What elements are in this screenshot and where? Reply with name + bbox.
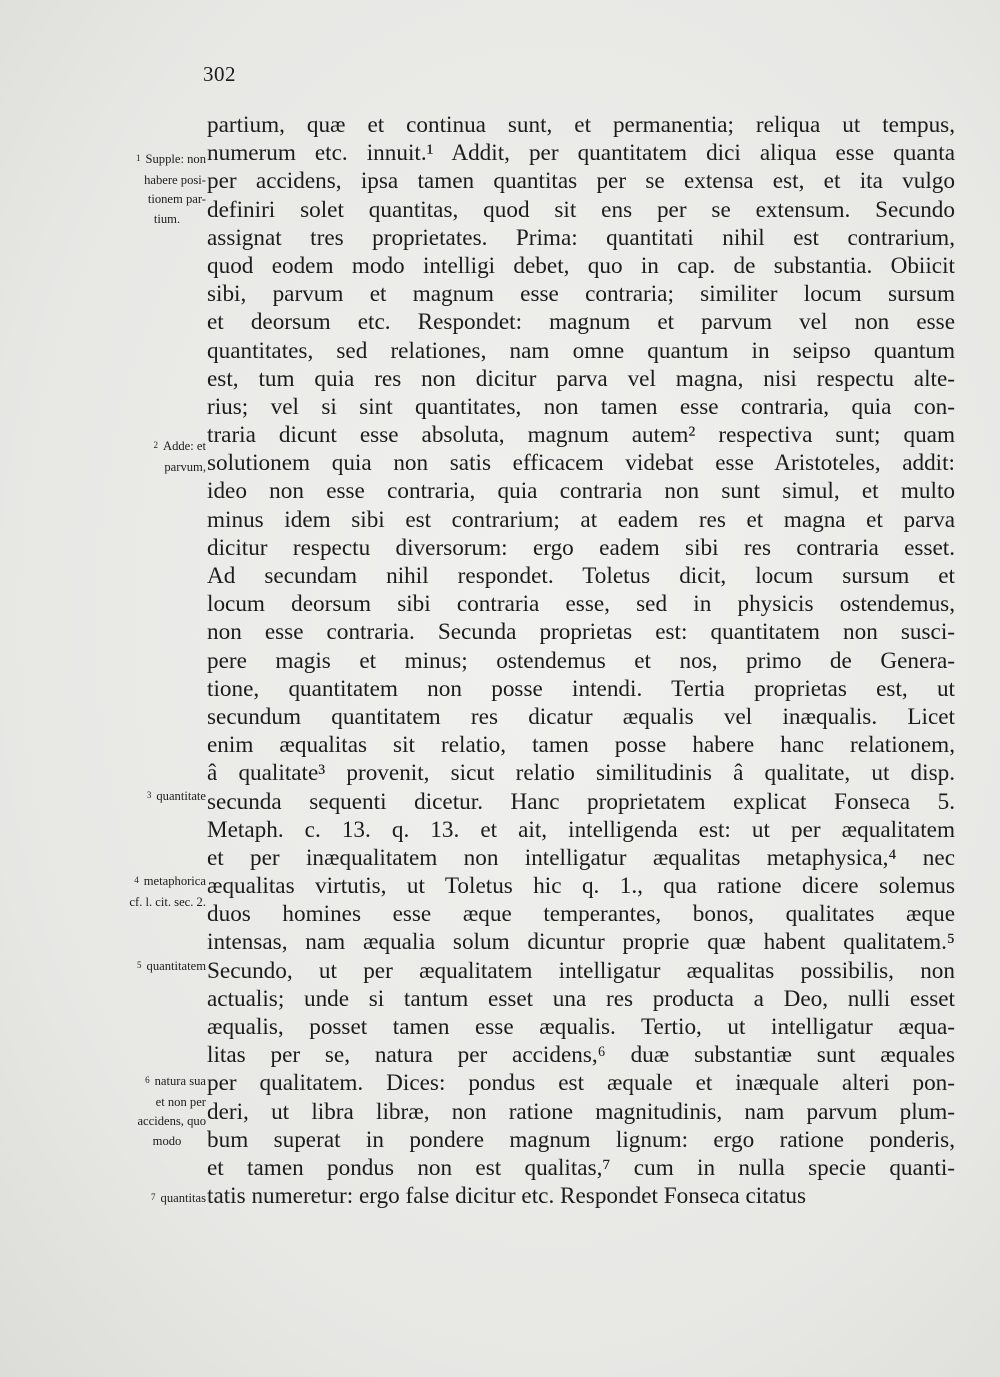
- margin-note-2: [88, 437, 206, 477]
- margin-note-line: et non per: [155, 1094, 206, 1109]
- text-line: æqualitas virtutis, ut Toletus hic q. 1., qua ratione dicere solemus: [207, 873, 955, 900]
- text-line: numerum etc. innuit.¹ Addit, per quantitatem dici aliqua esse quanta: [207, 140, 955, 167]
- note-number: 7: [151, 1192, 156, 1202]
- text-line: et deorsum etc. Respondet: magnum et parvum vel non esse: [207, 309, 955, 336]
- text-line: â qualitate³ provenit, sicut relatio similitudinis â qualitate, ut disp.: [207, 760, 955, 787]
- text-line: tatis numeretur: ergo false dicitur etc. Respondet Fonseca citatus: [207, 1183, 807, 1210]
- text-line: Secundo, ut per æqualitatem intelligatur æqualitas possibilis, non: [207, 957, 955, 984]
- text-line: minus idem sibi est contrarium; at eadem res et magna et parva: [207, 506, 955, 533]
- text-line: non esse contraria. Secunda proprietas est: quantitatem non susci-: [207, 619, 955, 646]
- note-number: 1: [135, 153, 141, 163]
- text-line: secunda sequenti dicetur. Hanc proprietatem explicat Fonseca 5.: [207, 788, 955, 815]
- text-line: est, tum quia res non dicitur parva vel magna, nisi respectu alte-: [207, 365, 955, 392]
- text-line: litas per se, natura per accidens,⁶ duæ substantiæ sunt æquales: [207, 1042, 955, 1069]
- note-text: natura sua: [154, 1074, 206, 1088]
- note-text: metaphorica: [143, 874, 206, 888]
- margin-note-line: parvum,: [164, 459, 206, 474]
- text-line: quantitates, sed relationes, nam omne quantum in seipso quantum: [207, 337, 955, 364]
- text-line: ideo non esse contraria, quia contraria non sunt simul, et multo: [207, 478, 955, 505]
- note-number: 5: [137, 960, 142, 970]
- text-line: Metaph. c. 13. q. 13. et ait, intelligenda est: ut per æqualitatem: [207, 816, 955, 843]
- margin-note-line: accidens, quo: [137, 1114, 206, 1128]
- note-number: 3: [146, 790, 152, 800]
- text-line: traria dicunt esse absoluta, magnum autem² respectiva sunt; quam: [207, 422, 955, 449]
- text-line: actualis; unde si tantum esset una res producta a Deo, nulli esset: [207, 985, 955, 1012]
- margin-note-line: modo: [152, 1133, 182, 1148]
- margin-note-line: [88, 1072, 206, 1093]
- note-number: 2: [153, 440, 158, 450]
- text-line: assignat tres proprietates. Prima: quantitati nihil est contrarium,: [207, 224, 955, 251]
- note-text: quantitatem: [146, 959, 206, 973]
- margin-note-line: [88, 150, 206, 171]
- margin-note-line: [88, 872, 206, 893]
- text-line: solutionem quia non satis efficacem videbat esse Aristoteles, addit:: [207, 450, 955, 477]
- note-text: Supple: non: [145, 152, 206, 166]
- text-line: rius; vel si sint quantitates, non tamen esse contraria, quia con-: [207, 393, 955, 420]
- text-line: et per inæqualitatem non intelligatur æqualitas metaphysica,⁴ nec: [207, 844, 955, 871]
- text-line: per accidens, ipsa tamen quantitas per se extensa est, et ita vulgo: [207, 168, 955, 195]
- margin-note-line: [88, 957, 206, 978]
- text-line: enim æqualitas sit relatio, tamen posse habere hanc relationem,: [207, 732, 955, 759]
- margin-note-line: [88, 437, 206, 458]
- text-line: dicitur respectu diversorum: ergo eadem sibi res contraria esset.: [207, 534, 955, 561]
- margin-note-line: [88, 787, 206, 808]
- text-line: quod eodem modo intelligi debet, quo in cap. de substantia. Obiicit: [207, 252, 955, 279]
- main-text-column: [207, 111, 955, 1210]
- margin-note-line: tium.: [153, 211, 181, 226]
- note-text: quantitate: [156, 789, 206, 803]
- note-number: 6: [145, 1075, 150, 1085]
- note-number: 4: [134, 875, 139, 885]
- margin-note-5: [88, 957, 206, 978]
- margin-note-7: [88, 1189, 206, 1210]
- text-line: æqualis, posset tamen esse æqualis. Tertio, ut intelligatur æqua-: [207, 1014, 955, 1040]
- margin-note-line: habere posi-: [144, 172, 206, 187]
- margin-note-4: [88, 872, 206, 912]
- text-line: intensas, nam æqualia solum dicuntur proprie quæ habent qualitatem.⁵: [207, 929, 955, 956]
- text-line: locum deorsum sibi contraria esse, sed in physicis ostendemus,: [207, 591, 955, 618]
- margin-notes: [0, 0, 210, 1377]
- margin-note-line: cf. l. cit. sec. 2.: [129, 894, 206, 909]
- note-text: Adde: et: [162, 439, 206, 453]
- margin-note-line: [88, 1189, 206, 1210]
- margin-note-6: [88, 1072, 206, 1151]
- text-line: duos homines esse æque temperantes, bonos, qualitates æque: [207, 901, 955, 928]
- text-line: Ad secundam nihil respondet. Toletus dicit, locum sursum et: [207, 563, 955, 589]
- text-line: deri, ut libra libræ, non ratione magnitudinis, nam parvum plum-: [207, 1098, 955, 1125]
- margin-note-line: tionem par-: [147, 192, 206, 206]
- text-line: secundum quantitatem res dicatur æqualis vel inæqualis. Licet: [207, 703, 955, 730]
- text-line: per qualitatem. Dices: pondus est æquale et inæquale alteri pon-: [207, 1070, 955, 1097]
- text-line: tione, quantitatem non posse intendi. Tertia proprietas est, ut: [207, 675, 955, 702]
- text-line: sibi, parvum et magnum esse contraria; similiter locum sursum: [207, 281, 955, 308]
- text-line: bum superat in pondere magnum lignum: ergo ratione ponderis,: [207, 1126, 955, 1153]
- text-line: et tamen pondus non est qualitas,⁷ cum in nulla specie quanti-: [207, 1154, 955, 1181]
- text-line: definiri solet quantitas, quod sit ens per se extensum. Secundo: [207, 196, 955, 223]
- note-text: quantitas: [160, 1191, 206, 1205]
- page-number: 302: [203, 62, 236, 86]
- margin-note-3: [88, 787, 206, 808]
- text-line: pere magis et minus; ostendemus et nos, primo de Genera-: [207, 647, 955, 674]
- margin-note-1: [88, 150, 206, 229]
- text-line: partium, quæ et continua sunt, et permanentia; reliqua ut tempus,: [207, 112, 955, 138]
